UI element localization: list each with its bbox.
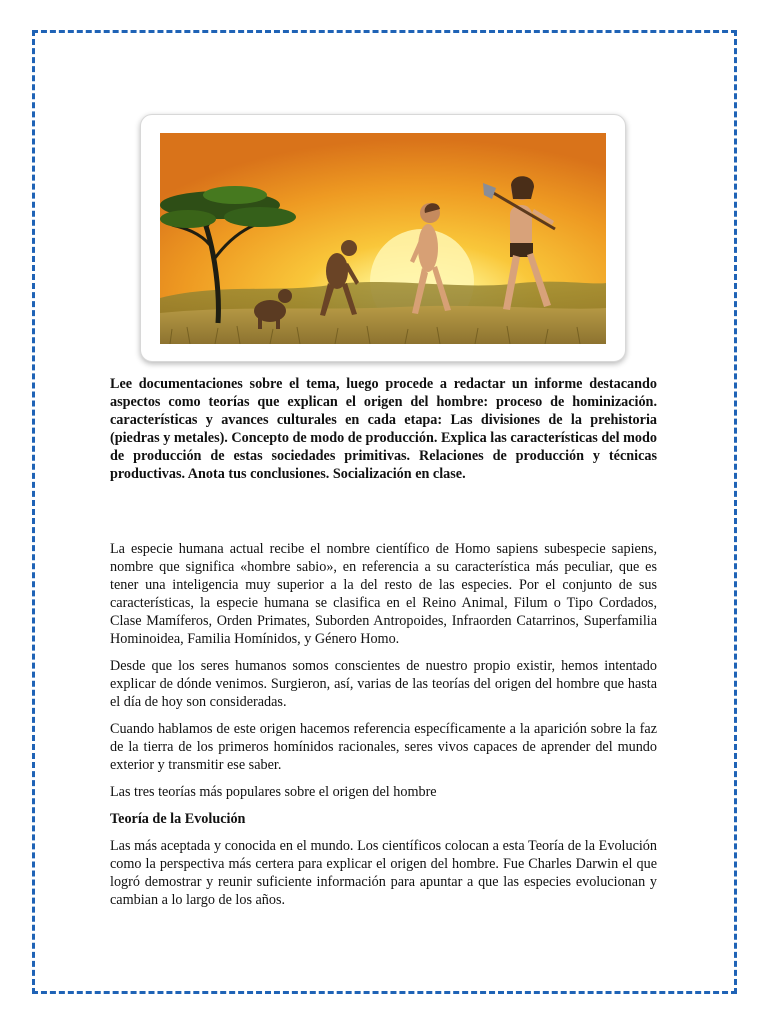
paragraph-origins: Desde que los seres humanos somos conscientes de nuestro propio existir, hemos intentado explicar de dónde venimos. Surgieron, así, varias de las teorías del origen del hombre que hasta el día de hoy son consideradas. — [110, 658, 657, 710]
paragraph-three-theories: Las tres teorías más populares sobre el origen del hombre — [110, 784, 437, 800]
assignment-instructions: Lee documentaciones sobre el tema, luego procede a redactar un informe destacando aspectos como teorías que explican el origen del hombre: proceso de hominización. características y avances culturales en cada etapa: Las divisiones de la prehistoria (piedras y metales). Concepto de modo de producción. Explica las características del modo de producción de estas sociedades primitivas. Relaciones de producción y técnicas productivas. Anota tus conclusiones. Socialización en clase. — [110, 376, 657, 482]
ground — [160, 306, 606, 344]
paragraph-evolution: Las más aceptada y conocida en el mundo. Los científicos colocan a esta Teoría de la Evolución como la perspectiva más certera para explicar el origen del hombre. Fue Charles Darwin el que logró demostrar y reunir suficiente información para apuntar a que las especies evolucionan y cambian a lo largo de los años. — [110, 838, 657, 908]
article-body — [110, 540, 657, 918]
evolution-illustration — [160, 133, 606, 344]
evolution-illustration-frame — [140, 114, 626, 362]
section-heading: Teoría de la Evolución — [110, 811, 246, 827]
paragraph-homo-sapiens: La especie humana actual recibe el nombre científico de Homo sapiens subespecie sapiens, nombre que significa «hombre sabio», en referencia a su característica más peculiar, que es tener una inteligencia muy superior a la del resto de las especies. Por el conjunto de sus características, la especie humana se clasifica en el Reino Animal, Filum o Tipo Cordados, Clase Mamíferos, Orden Primates, Suborden Antropoides, Infraorden Catarrinos, Superfamilia Hominoidea, Familia Homínidos, y Género Homo. — [110, 541, 657, 647]
paragraph-first-hominids: Cuando hablamos de este origen hacemos referencia específicamente a la aparición sobre la faz de la tierra de los primeros homínidos racionales, seres vivos capaces de aprender del mundo exterior y transmitir ese saber. — [110, 721, 657, 773]
